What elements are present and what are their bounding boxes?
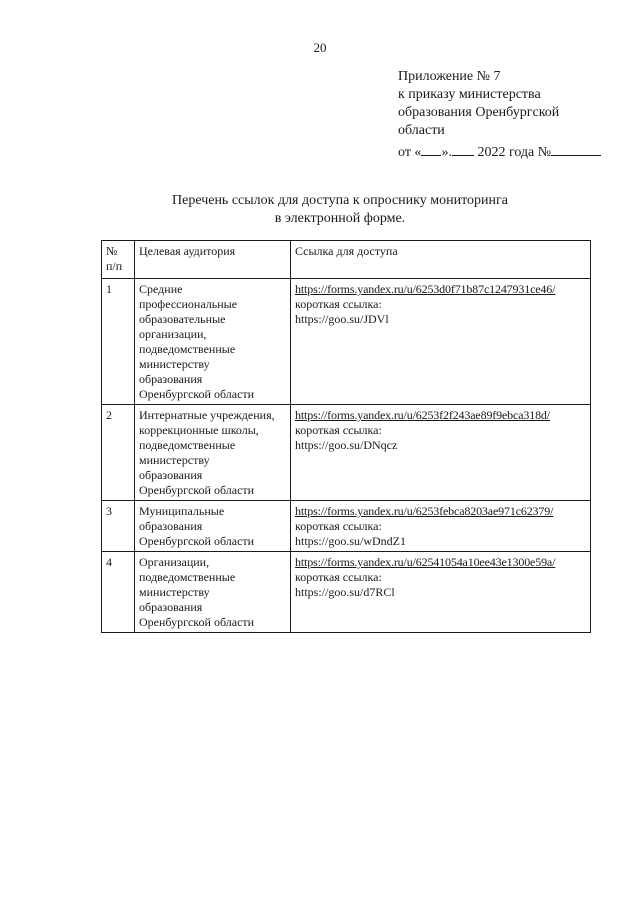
audience-line: Оренбургской области	[139, 387, 255, 401]
audience-line: образования	[139, 519, 203, 533]
audience-line: подведомственные	[139, 438, 236, 452]
link-cell	[291, 405, 591, 501]
audience-line: министерству	[139, 357, 210, 371]
audience-line: профессиональные	[139, 297, 238, 311]
audience-line: образования	[139, 372, 203, 386]
appendix-order-ref: к приказу министерства	[398, 87, 541, 102]
audience-line: Оренбургской области	[139, 483, 255, 497]
audience-line: Оренбургской области	[139, 534, 255, 548]
form-link[interactable]: https://forms.yandex.ru/u/6253f2f243ae89f9ebca318d/	[295, 408, 550, 422]
audience-cell	[135, 552, 291, 633]
short-link-label: короткая ссылка:	[295, 423, 382, 437]
date-separator: ».	[441, 145, 452, 160]
table-row	[102, 279, 591, 405]
handwritten-order-number	[551, 140, 601, 156]
short-link-label: короткая ссылка:	[295, 519, 382, 533]
form-link[interactable]: https://forms.yandex.ru/u/6253d0f71b87c1247931ce46/	[295, 282, 556, 296]
row-number: 1	[102, 279, 135, 405]
header-number: № п/п	[102, 241, 135, 279]
audience-line: подведомственные	[139, 342, 236, 356]
links-table	[101, 240, 591, 633]
row-number: 3	[102, 501, 135, 552]
audience-line: Интернатные учреждения,	[139, 408, 275, 422]
audience-line: Средние	[139, 282, 183, 296]
handwritten-day	[421, 140, 441, 156]
audience-line: министерству	[139, 585, 210, 599]
table-row	[102, 405, 591, 501]
heading-line-1: Перечень ссылок для доступа к опроснику мониторинга	[172, 193, 508, 208]
header-link: Ссылка для доступа	[291, 241, 591, 279]
audience-line: Муниципальные	[139, 504, 225, 518]
short-link-label: короткая ссылка:	[295, 297, 382, 311]
heading-line-2: в электронной форме.	[274, 211, 406, 226]
audience-line: Оренбургской области	[139, 615, 255, 629]
audience-line: образования	[139, 468, 203, 482]
document-heading	[120, 192, 560, 228]
table-header-row	[102, 241, 591, 279]
date-prefix: от «	[398, 145, 422, 160]
audience-cell	[135, 501, 291, 552]
audience-line: подведомственные	[139, 570, 236, 584]
link-cell	[291, 279, 591, 405]
row-number: 2	[102, 405, 135, 501]
row-number: 4	[102, 552, 135, 633]
short-link[interactable]: https://goo.su/JDVl	[295, 312, 389, 326]
short-link[interactable]: https://goo.su/DNqcz	[295, 438, 398, 452]
appendix-region: области	[398, 123, 445, 138]
header-audience: Целевая аудитория	[135, 241, 291, 279]
audience-cell	[135, 405, 291, 501]
form-link[interactable]: https://forms.yandex.ru/u/62541054a10ee43e1300e59a/	[295, 555, 556, 569]
appendix-ministry: образования Оренбургской	[398, 105, 560, 120]
page-number: 20	[313, 40, 327, 55]
handwritten-month	[452, 140, 474, 156]
appendix-block	[398, 68, 634, 162]
appendix-date-line	[398, 140, 634, 162]
form-link[interactable]: https://forms.yandex.ru/u/6253febca8203ae971c62379/	[295, 504, 554, 518]
link-cell	[291, 552, 591, 633]
appendix-title: Приложение № 7	[398, 69, 501, 84]
short-link[interactable]: https://goo.su/wDndZ1	[295, 534, 407, 548]
audience-cell	[135, 279, 291, 405]
audience-line: министерству	[139, 453, 210, 467]
short-link-label: короткая ссылка:	[295, 570, 382, 584]
date-suffix: 2022 года №	[473, 145, 552, 160]
table-row	[102, 552, 591, 633]
audience-line: организации,	[139, 327, 207, 341]
short-link[interactable]: https://goo.su/d7RCl	[295, 585, 395, 599]
audience-line: коррекционные школы,	[139, 423, 259, 437]
audience-line: образования	[139, 600, 203, 614]
table-row	[102, 501, 591, 552]
link-cell	[291, 501, 591, 552]
audience-line: Организации,	[139, 555, 210, 569]
audience-line: образовательные	[139, 312, 226, 326]
